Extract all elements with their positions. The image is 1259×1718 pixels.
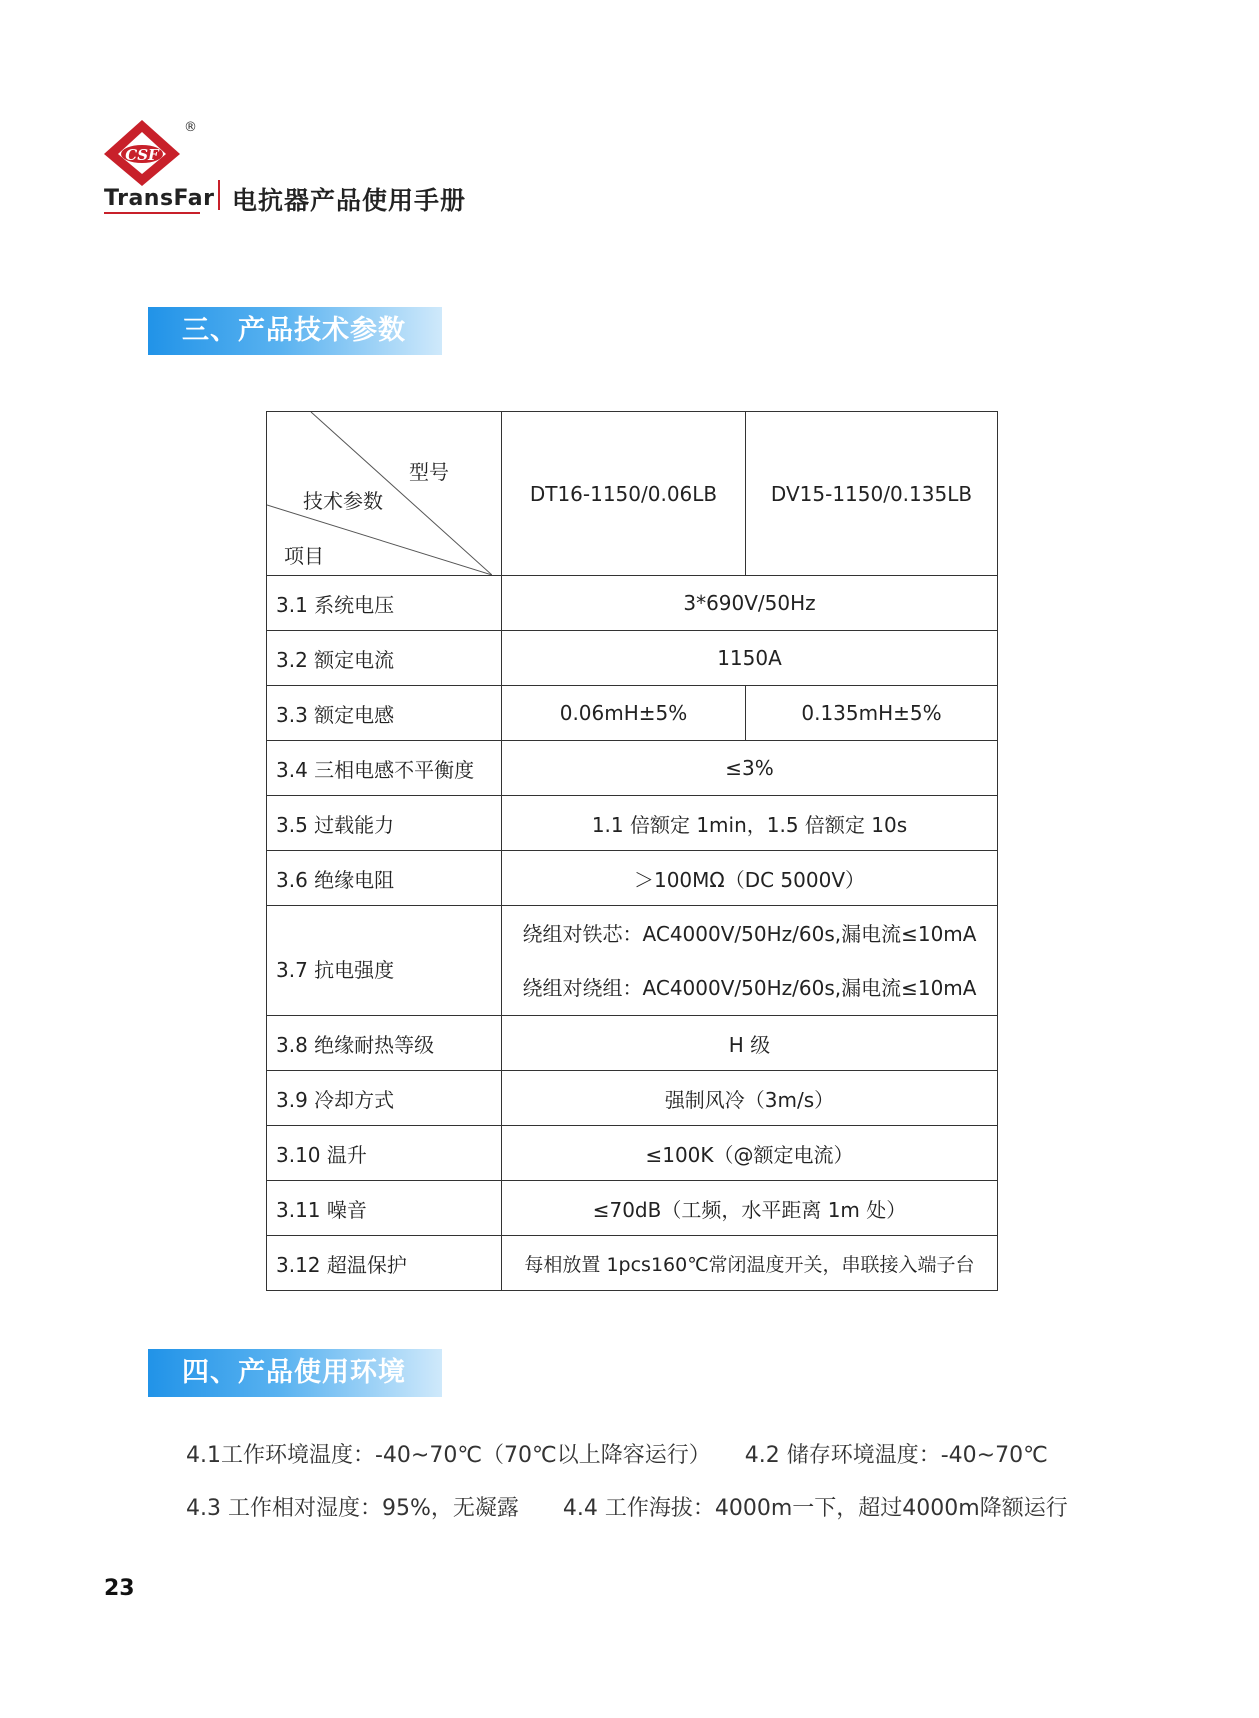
corner-param-label: 技术参数 [303, 489, 383, 513]
table-header-row [267, 412, 998, 576]
environment-row-2 [186, 1491, 1068, 1522]
row-value: 3*690V/50Hz [502, 576, 998, 631]
row-label: 3.9 冷却方式 [267, 1071, 502, 1126]
row-value: 每相放置 1pcs160℃常闭温度开关，串联接入端子台 [502, 1236, 998, 1291]
header-divider [218, 180, 220, 210]
env-storage-temp: 4.2 储存环境温度：-40~70℃ [744, 1443, 1048, 1468]
row-label: 3.7 抗电强度 [267, 906, 502, 1016]
section-4-heading: 四、产品使用环境 [148, 1349, 442, 1397]
table-row [267, 796, 998, 851]
row-label: 3.6 绝缘电阻 [267, 851, 502, 906]
row-label: 3.3 额定电感 [267, 686, 502, 741]
corner-item-label: 项目 [284, 544, 324, 568]
row-value: 强制风冷（3m/s） [502, 1071, 998, 1126]
row-value: 1150A [502, 631, 998, 686]
corner-model-label: 型号 [409, 460, 449, 484]
row-value: ≤100K（@额定电流） [502, 1126, 998, 1181]
corner-cell [267, 412, 502, 576]
row-value: H 级 [502, 1016, 998, 1071]
env-altitude: 4.4 工作海拔：4000m一下，超过4000m降额运行 [562, 1496, 1068, 1521]
table-row [267, 576, 998, 631]
table-row [267, 906, 998, 1016]
page-number: 23 [104, 1576, 135, 1601]
row-value: ≤70dB（工频，水平距离 1m 处） [502, 1181, 998, 1236]
row-value-model-1: 0.06mH±5% [502, 686, 746, 741]
row-label: 3.1 系统电压 [267, 576, 502, 631]
env-operating-temp: 4.1工作环境温度：-40~70℃（70℃以上降容运行） [186, 1443, 711, 1468]
model-header-1: DT16-1150/0.06LB [502, 412, 746, 576]
row-label: 3.5 过载能力 [267, 796, 502, 851]
environment-row-1 [186, 1438, 1048, 1469]
brand-mark: CSF [125, 146, 159, 164]
row-label: 3.2 额定电流 [267, 631, 502, 686]
table-row [267, 1016, 998, 1071]
brand-name: TransFar [104, 186, 215, 211]
env-humidity: 4.3 工作相对湿度：95%，无凝露 [186, 1496, 519, 1521]
table-row [267, 851, 998, 906]
section-3-heading: 三、产品技术参数 [148, 307, 442, 355]
row-value-model-2: 0.135mH±5% [746, 686, 998, 741]
table-row [267, 1181, 998, 1236]
model-header-2: DV15-1150/0.135LB [746, 412, 998, 576]
row-label: 3.10 温升 [267, 1126, 502, 1181]
document-title: 电抗器产品使用手册 [232, 186, 467, 215]
table-row [267, 1071, 998, 1126]
withstand-line-1: 绕组对铁芯：AC4000V/50Hz/60s,漏电流≤10mA [522, 921, 977, 946]
row-value: 1.1 倍额定 1min，1.5 倍额定 10s [502, 796, 998, 851]
table-row [267, 1126, 998, 1181]
row-label: 3.4 三相电感不平衡度 [267, 741, 502, 796]
row-label: 3.11 噪音 [267, 1181, 502, 1236]
row-value: ≤3% [502, 741, 998, 796]
table-row [267, 741, 998, 796]
table-row [267, 631, 998, 686]
row-value: ＞100MΩ（DC 5000V） [502, 851, 998, 906]
row-value-multiline [502, 906, 998, 1016]
table-row [267, 686, 998, 741]
table-row [267, 1236, 998, 1291]
row-label: 3.8 绝缘耐热等级 [267, 1016, 502, 1071]
spec-table [266, 411, 998, 1291]
withstand-line-2: 绕组对绕组：AC4000V/50Hz/60s,漏电流≤10mA [522, 975, 977, 1000]
row-label: 3.12 超温保护 [267, 1236, 502, 1291]
registered-mark: ® [184, 120, 197, 135]
brand-underline [104, 212, 200, 214]
